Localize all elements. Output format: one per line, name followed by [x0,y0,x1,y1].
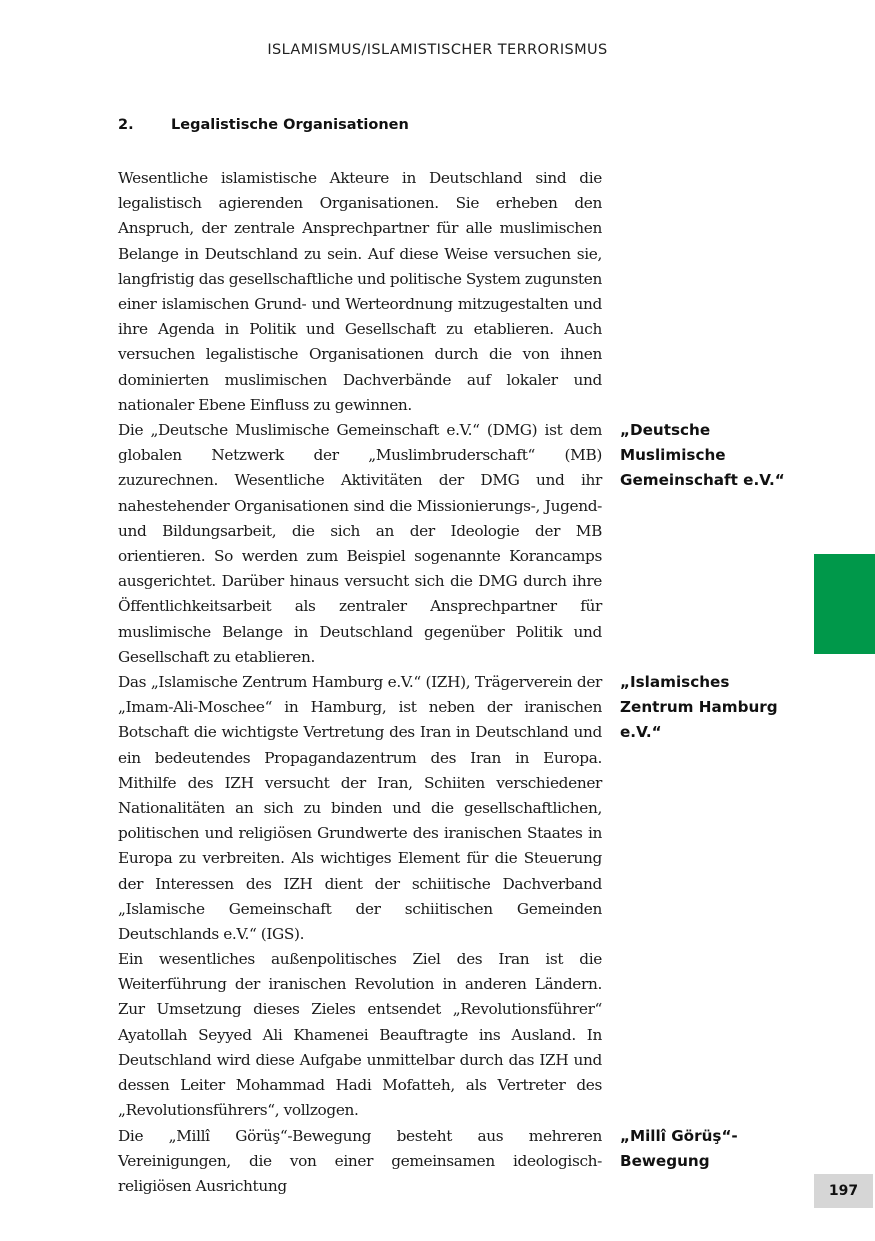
page-number: 197 [814,1174,873,1208]
paragraph-izh: Das „Islamische Zentrum Hamburg e.V.“ (IZH), Trägerverein der „Imam-Ali-Moschee“ in Hamburg, ist neben der iranischen Botschaft die wichtigste Vertretung des Iran in Deutschland und ein bedeutendes Propagandazentrum des Iran in Europa. Mithilfe des IZH versucht der Iran, Schiiten verschiedener Nationalitäten an sich zu binden und die gesellschaftlichen, politischen und religiösen Grundwerte des iranischen Staates in Europa zu verbreiten. Als wichtiges Element für die Steuerung der Interessen des IZH dient der schiitische Dachverband „Islamische Gemeinschaft der schiitischen Gemeinden Deutschlands e.V.“ (IGS). [118,673,602,944]
section-title: Legalistische Organisationen [171,117,409,133]
paragraph-legalistic-intro: Wesentliche islamistische Akteure in Deutschland sind die legalistisch agierenden Organisationen. Sie erheben den Anspruch, der zentrale Ansprechpartner für alle muslimischen Belange in Deutschland zu sein. Auf diese Weise versuchen sie, langfristig das gesellschaftliche und politische System zugunsten einer islamischen Grund- und Werteordnung mitzugestalten und ihre Agenda in Politik und Gesellschaft zu etablieren. Auch versuchen legalistische Organisationen durch die von ihnen dominierten muslimischen Dachverbände auf lokaler und nationaler Ebene Einfluss zu gewinnen. [118,169,602,414]
paragraph-iran-revolution: Ein wesentliches außenpolitisches Ziel des Iran ist die Weiterführung der iranischen Revolution in anderen Ländern. Zur Umsetzung dieses Zieles entsendet „Revolutionsführer“ Ayatollah Seyyed Ali Khamenei Beauftragte ins Ausland. In Deutschland wird diese Aufgabe unmittelbar durch das IZH und dessen Leiter Mohammad Hadi Mofatteh, als Vertreter des „Revolutionsführers“, vollzogen. [118,950,602,1120]
section-number: 2. [118,117,134,133]
paragraph-milli-gorus: Die „Millî Görüş“-Bewegung besteht aus mehreren Vereinigungen, die von einer gemeinsamen ideologisch-religiösen Ausrichtung [118,1127,602,1196]
margin-note-milli-gorus: „Millî Görüş“-Bewegung [620,1127,738,1170]
margin-note-izh: „Islamisches Zentrum Hamburg e.V.“ [620,673,778,741]
chapter-tab-marker [814,554,875,654]
running-header: ISLAMISMUS/ISLAMISTISCHER TERRORISMUS [267,42,608,58]
section-heading [118,117,409,133]
margin-note-dmg: „Deutsche Muslimische Gemeinschaft e.V.“ [620,421,785,489]
paragraph-dmg: Die „Deutsche Muslimische Gemeinschaft e.V.“ (DMG) ist dem globalen Netzwerk der „Muslimbruderschaft“ (MB) zuzurechnen. Wesentliche Aktivitäten der DMG und ihr nahestehender Organisationen sind die Missionierungs-, Jugend- und Bildungsarbeit, die sich an der Ideologie der MB orientieren. So werden zum Beispiel sogenannte Korancamps ausgerichtet. Darüber hinaus versucht sich die DMG durch ihre Öffentlichkeitsarbeit als zentraler Ansprechpartner für muslimische Belange in Deutschland gegenüber Politik und Gesellschaft zu etablieren. [118,421,602,666]
